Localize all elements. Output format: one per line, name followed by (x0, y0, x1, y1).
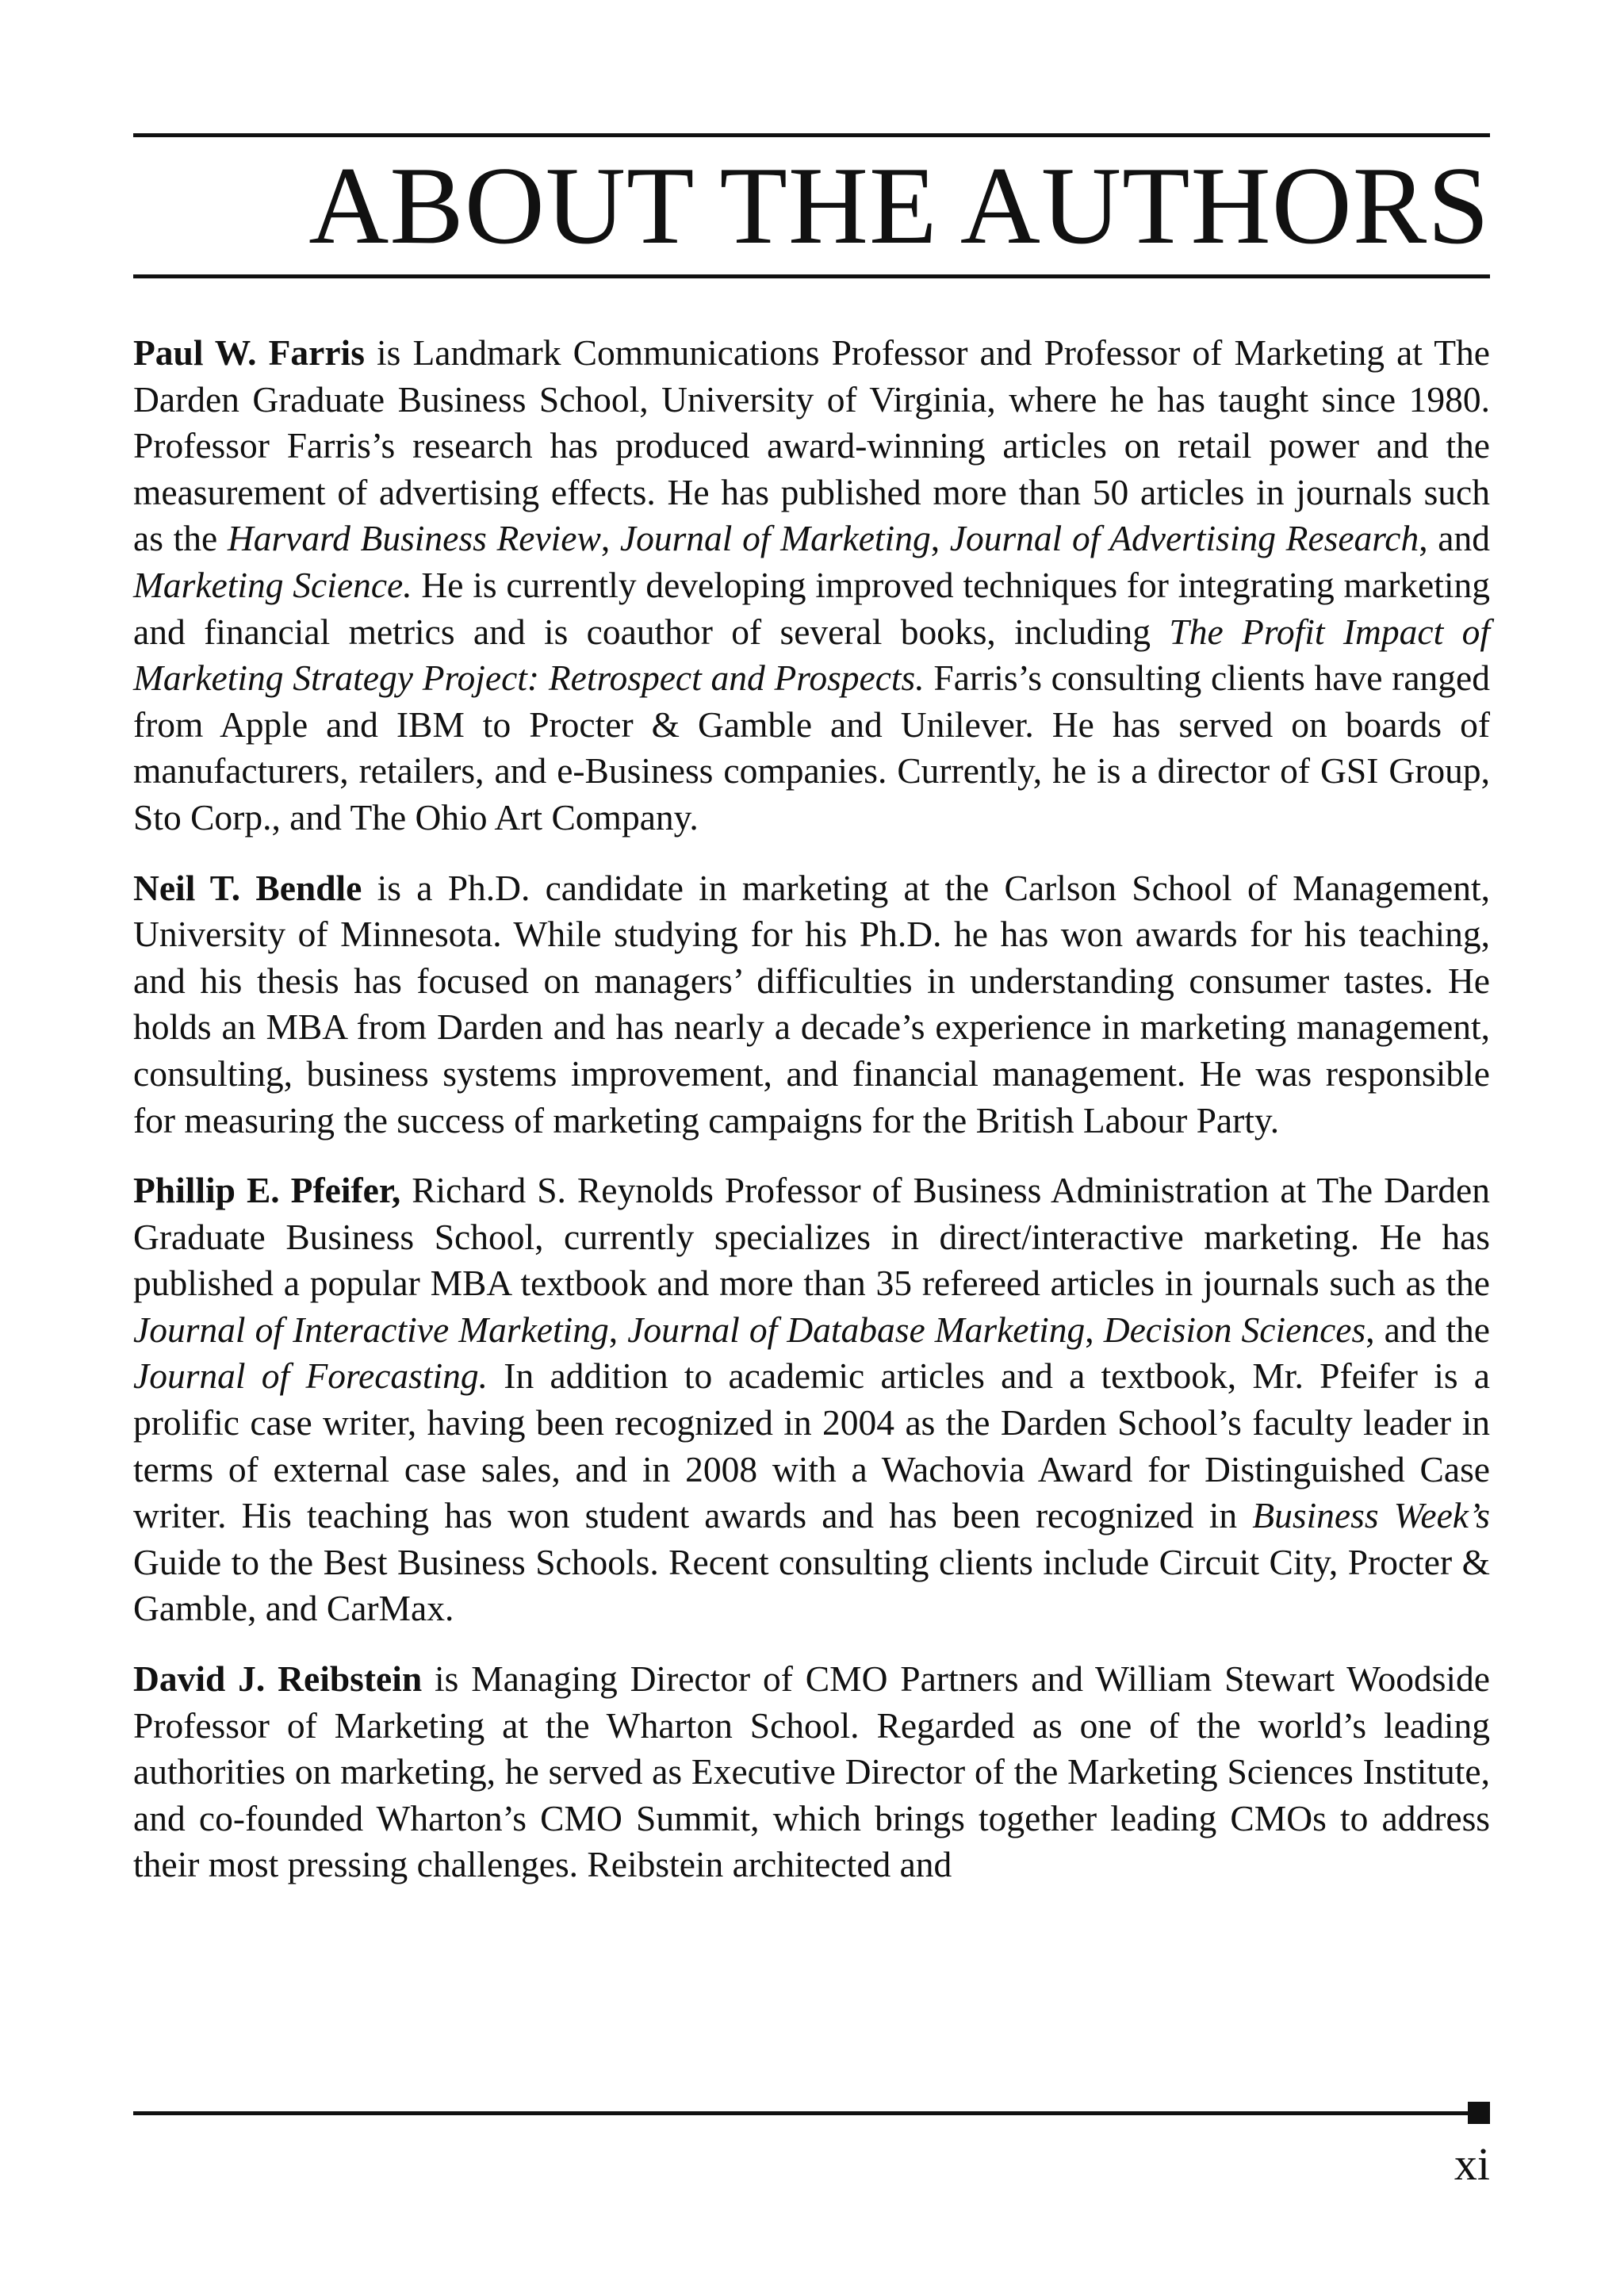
bio-text: In addition to academic articles and a textbook, Mr. Pfeifer is a prolific case writer, having been recognized in 2004 as the Darden School’s faculty leader in terms of external case sales, and in 2008 with a Wachovia Award for Distinguished Case writer. His teaching has won student awards and has been recognized in (133, 1355, 1490, 1536)
publication-title: Journal of Interactive Marketing (133, 1309, 609, 1350)
publication-title: The Profit Impact of Marketing Strategy Project: Retrospect and Prospects. (133, 611, 1490, 699)
publication-title: Marketing Science. (133, 564, 412, 605)
bio-text: He is currently developing improved techniques for integrating marketing and financial metrics and is coauthor of several books, including (133, 564, 1490, 652)
bio-paragraph (133, 1656, 1490, 1888)
bio-text: is a Ph.D. candidate in marketing at the Carlson School of Management, University of Minnesota. While studying for his Ph.D. he has won awards for his teaching, and his thesis has focused on managers’ difficulties in understanding consumer tastes. He holds an MBA from Darden and has nearly a decade’s experience in marketing management, consulting, business systems improvement, and financial management. He was responsible for measuring the success of marketing campaigns for the British Labour Party. (133, 867, 1490, 1140)
bio-paragraph (133, 330, 1490, 841)
publication-title: Harvard Business Review (227, 518, 601, 559)
author-name: Paul W. Farris (133, 332, 365, 373)
publication-title: Decision Sciences (1103, 1309, 1366, 1350)
bio-text: Farris’s consulting clients have ranged from Apple and IBM to Procter & Gamble and Unilever. He has served on boards of manufacturers, retailers, and e-Business companies. Currently, he is a director of GSI Group, Sto Corp., and The Ohio Art Company. (133, 657, 1490, 838)
bio-paragraph (133, 865, 1490, 1144)
bio-text: , and (1419, 518, 1490, 559)
publication-title: Journal of Advertising Research (949, 518, 1419, 559)
author-name: Neil T. Bendle (133, 867, 362, 908)
bio-text: is Managing Director of CMO Partners and William Stewart Woodside Professor of Marketing at the Wharton School. Regarded as one of the world’s leading authorities on marketing, he served as Executive Director of the Marketing Sciences Institute, and co-founded Wharton’s CMO Summit, which brings together leading CMOs to address their most pressing challenges. Reibstein architected and (133, 1658, 1490, 1885)
header-top-rule (133, 133, 1490, 137)
bio-text: Guide to the Best Business Schools. Recent consulting clients include Circuit City, Procter & Gamble, and CarMax. (133, 1541, 1490, 1629)
publication-title: Journal of Marketing (619, 518, 931, 559)
page-number: xi (1454, 2138, 1490, 2190)
bio-text: is Landmark Communications Professor and Professor of Marketing at The Darden Graduate Business School, University of Virginia, where he has taught since 1980. Professor Farris’s research has produced award-winning articles on retail power and the measurement of advertising effects. He has published more than 50 articles in journals such as the (133, 332, 1490, 559)
bio-text: , and the (1365, 1309, 1491, 1350)
footer-square-ornament (1468, 2102, 1490, 2124)
bio-text: , (608, 1309, 628, 1350)
bio-paragraph (133, 1167, 1490, 1632)
publication-title: Journal of Forecasting. (133, 1355, 488, 1397)
page-title: ABOUT THE AUTHORS (308, 144, 1490, 267)
footer-rule (133, 2111, 1475, 2115)
bio-text: , (600, 518, 620, 559)
bio-text: , (930, 518, 950, 559)
publication-title: Business Week’s (1252, 1495, 1490, 1536)
header-bottom-rule (133, 274, 1490, 278)
authors-body (133, 330, 1490, 1912)
bio-text: Richard S. Reynolds Professor of Business Administration at The Darden Graduate Business School, currently specializes in direct/interactive marketing. He has published a popular MBA textbook and more than 35 refereed articles in journals such as the (133, 1170, 1490, 1304)
author-name: Phillip E. Pfeifer, (133, 1170, 401, 1211)
author-name: David J. Reibstein (133, 1658, 423, 1700)
bio-text: , (1085, 1309, 1104, 1350)
publication-title: Journal of Database Marketing (627, 1309, 1086, 1350)
